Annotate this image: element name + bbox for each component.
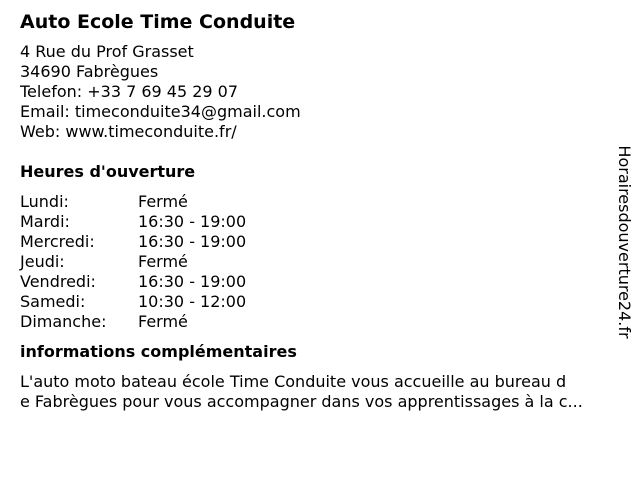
info-line-1: L'auto moto bateau école Time Conduite vous accueille au bureau d — [20, 372, 567, 391]
time-value: 16:30 - 19:00 — [138, 232, 247, 251]
day-label: Samedi: — [20, 292, 86, 311]
hours-row-wednesday — [20, 232, 610, 252]
time-value: 10:30 - 12:00 — [138, 292, 247, 311]
time-value: 16:30 - 19:00 — [138, 272, 247, 291]
day-label: Dimanche: — [20, 312, 107, 331]
opening-hours-table — [20, 192, 610, 332]
time-value: Fermé — [138, 192, 188, 211]
hours-row-sunday — [20, 312, 610, 332]
business-name: Auto Ecole Time Conduite — [20, 11, 296, 33]
business-card — [20, 10, 610, 412]
hours-row-tuesday — [20, 212, 610, 232]
hours-row-friday — [20, 272, 610, 292]
day-label: Jeudi: — [20, 252, 65, 271]
time-value: Fermé — [138, 252, 188, 271]
address-street: 4 Rue du Prof Grasset — [20, 42, 194, 61]
day-label: Vendredi: — [20, 272, 96, 291]
email-line: Email: timeconduite34@gmail.com — [20, 102, 301, 121]
hours-row-monday — [20, 192, 610, 212]
site-watermark: Horairesdouverture24.fr — [615, 145, 634, 339]
phone-line: Telefon: +33 7 69 45 29 07 — [20, 82, 239, 101]
opening-hours-heading: Heures d'ouverture — [20, 162, 196, 181]
web-line: Web: www.timeconduite.fr/ — [20, 122, 237, 141]
hours-row-thursday — [20, 252, 610, 272]
day-label: Mercredi: — [20, 232, 95, 251]
hours-row-saturday — [20, 292, 610, 312]
time-value: Fermé — [138, 312, 188, 331]
day-label: Lundi: — [20, 192, 69, 211]
additional-info-heading: informations complémentaires — [20, 342, 297, 361]
address-city: 34690 Fabrègues — [20, 62, 159, 81]
info-line-2: e Fabrègues pour vous accompagner dans vos apprentissages à la c... — [20, 392, 583, 411]
additional-info-text — [20, 372, 610, 412]
day-label: Mardi: — [20, 212, 70, 231]
time-value: 16:30 - 19:00 — [138, 212, 247, 231]
